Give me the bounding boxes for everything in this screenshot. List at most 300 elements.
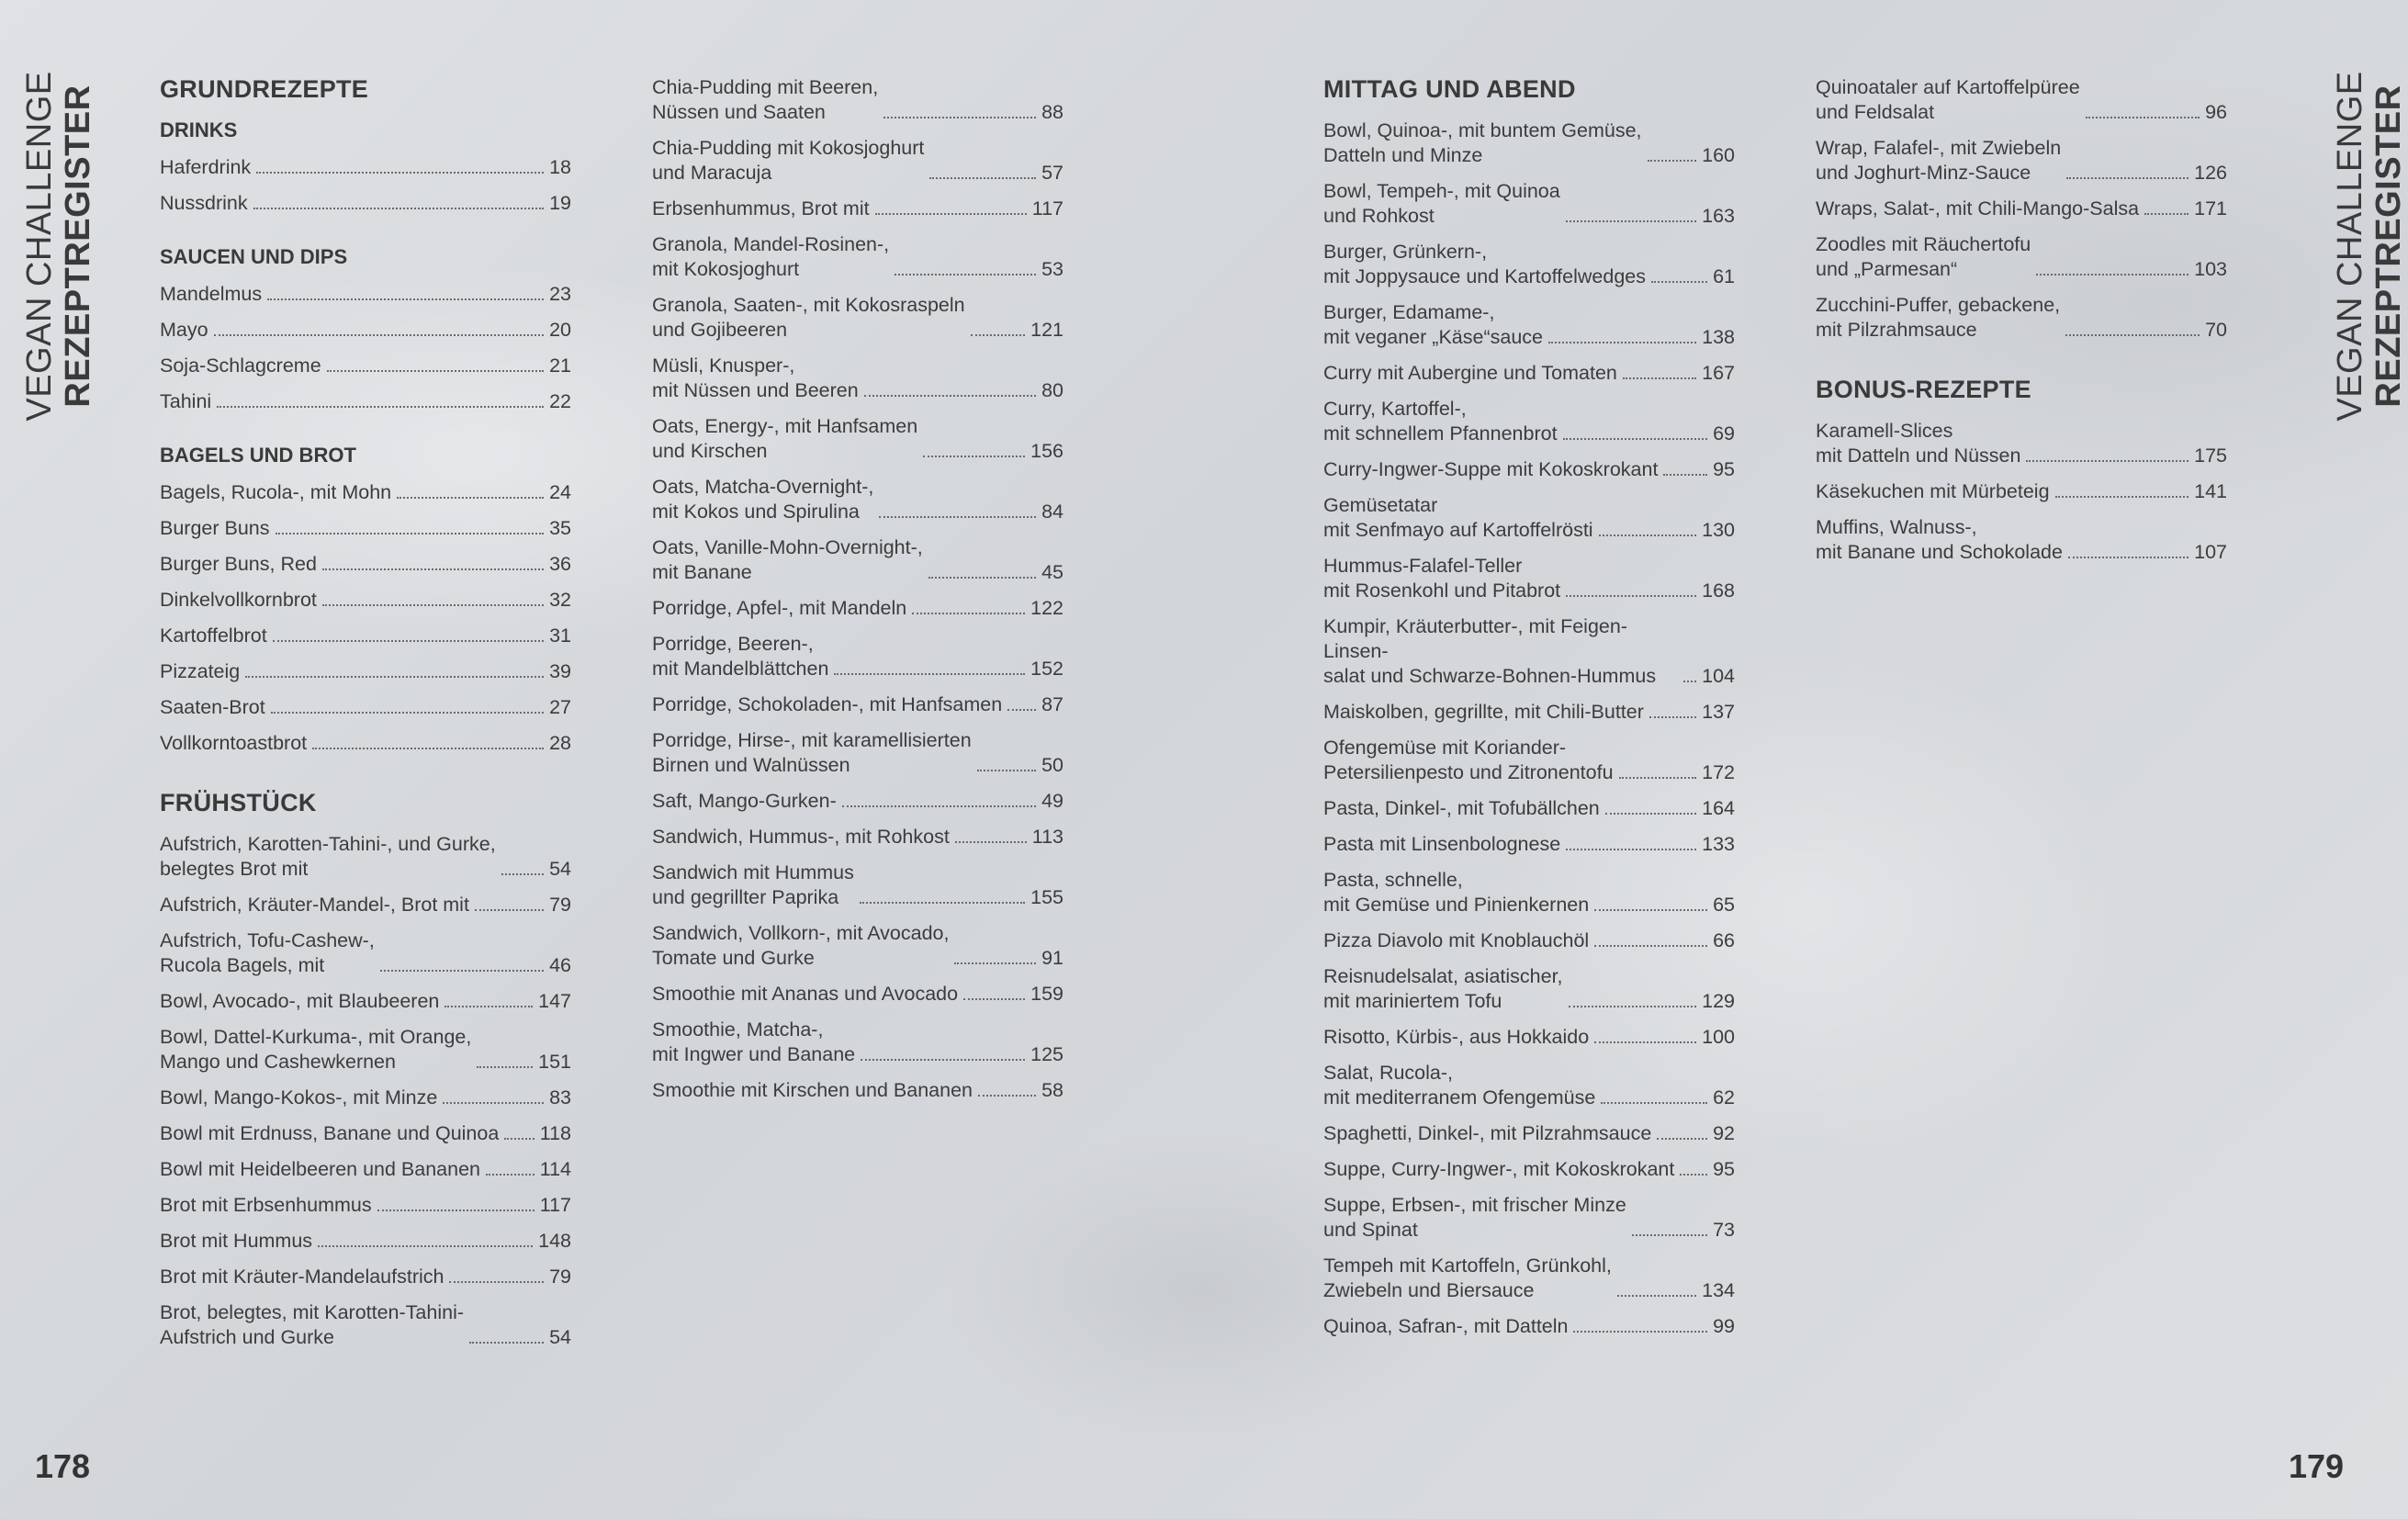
- entry-title-line: mit Joppysauce und Kartoffelwedges: [1323, 265, 1646, 287]
- entry-title: [160, 832, 496, 882]
- entry-page-number: 171: [2194, 197, 2227, 219]
- entry-title: [160, 659, 240, 684]
- entry-page-number: 84: [1041, 501, 1063, 523]
- entry-page-number: 95: [1713, 1158, 1735, 1180]
- entry-title-line: und Gojibeeren: [652, 319, 788, 341]
- entry-title-line: Pizzateig: [160, 660, 241, 682]
- entry-title-line: Datteln und Minze: [1323, 144, 1483, 166]
- entry-page-number: 32: [549, 589, 571, 611]
- entry-title: [1323, 1314, 1568, 1339]
- dot-leader: [312, 748, 544, 749]
- entry-page-number: 129: [1702, 990, 1735, 1012]
- entry-title: [160, 1121, 499, 1146]
- index-entry: [652, 136, 1063, 186]
- entry-title: [160, 731, 307, 756]
- entry-page-number: 125: [1030, 1043, 1063, 1065]
- dot-leader: [2068, 557, 2189, 558]
- index-entry: [160, 1025, 571, 1075]
- entry-page-number: 35: [549, 517, 571, 539]
- dot-leader: [1548, 342, 1696, 343]
- entry-title-line: Curry mit Aubergine und Tomaten: [1323, 362, 1617, 384]
- dot-leader: [1601, 1102, 1707, 1104]
- index-title: REZEPTREGISTER: [2369, 84, 2408, 408]
- entry-page-number: 92: [1713, 1122, 1735, 1144]
- entry-title-line: mit schnellem Pfannenbrot: [1323, 422, 1558, 444]
- entry-title-line: Burger Buns, Red: [160, 553, 317, 575]
- dot-leader: [256, 172, 544, 174]
- index-entry: [160, 282, 571, 307]
- index-entry: [1323, 361, 1735, 386]
- entry-title-line: Bowl, Avocado-, mit Blaubeeren: [160, 990, 440, 1012]
- page-number-left: 178: [35, 1447, 91, 1485]
- index-entry: [652, 75, 1063, 125]
- entry-page-number: 137: [1702, 701, 1735, 723]
- entry-page-number: 73: [1713, 1219, 1735, 1241]
- entry-title: [160, 1086, 437, 1110]
- entry-title-line: mit Senfmayo auf Kartoffelrösti: [1323, 519, 1593, 541]
- entry-page-number: 62: [1713, 1086, 1735, 1108]
- entry-title: [652, 475, 873, 524]
- entry-page-number: 69: [1713, 422, 1735, 444]
- entry-title-line: Rucola Bagels, mit: [160, 954, 325, 976]
- index-entry: [1323, 118, 1735, 168]
- entry-page-number: 133: [1702, 833, 1735, 855]
- entry-title: [160, 389, 211, 414]
- entry-title-line: mit mariniertem Tofu: [1323, 990, 1502, 1012]
- entry-page-number: 107: [2194, 541, 2227, 563]
- entry-title-line: Mandelmus: [160, 283, 263, 305]
- index-entry: [160, 695, 571, 720]
- entry-title-line: Tahini: [160, 390, 212, 412]
- index-entry: [1323, 1025, 1735, 1050]
- section-heading: MITTAG UND ABEND: [1323, 75, 1576, 103]
- entry-page-number: 147: [538, 990, 571, 1012]
- dot-leader: [397, 497, 544, 499]
- index-entry: [1323, 1061, 1735, 1110]
- entry-title-line: mit Datteln und Nüssen: [1816, 444, 2021, 467]
- entry-title: [1323, 300, 1543, 350]
- entry-page-number: 91: [1041, 947, 1063, 969]
- entry-title: [1816, 75, 2080, 125]
- entry-page-number: 54: [549, 1326, 571, 1348]
- entry-title: [1323, 736, 1614, 785]
- index-entry: [160, 480, 571, 505]
- entry-title: [1816, 197, 2139, 221]
- dot-leader: [2086, 117, 2200, 118]
- entry-title-line: Saaten-Brot: [160, 696, 265, 718]
- index-entry: [652, 692, 1063, 717]
- dot-leader: [1594, 909, 1707, 911]
- entry-title-line: mit Pilzrahmsauce: [1816, 319, 1977, 341]
- entry-page-number: 126: [2194, 162, 2227, 184]
- entry-title-line: Aufstrich, Kräuter-Mandel-, Brot mit: [160, 894, 469, 916]
- entry-title: [160, 282, 262, 307]
- entry-title: [160, 1300, 464, 1350]
- side-title-left: [20, 17, 97, 476]
- dot-leader: [955, 841, 1027, 843]
- dot-leader: [253, 208, 544, 209]
- entry-title-line: Quinoataler auf Kartoffelpüree: [1816, 76, 2080, 98]
- entry-title-line: Bowl, Mango-Kokos-, mit Minze: [160, 1086, 438, 1108]
- dot-leader: [318, 1245, 533, 1247]
- dot-leader: [1594, 945, 1707, 947]
- entry-title-line: mit Mandelblättchen: [652, 658, 829, 680]
- dot-leader: [963, 998, 1025, 1000]
- index-entry: [652, 1018, 1063, 1067]
- subsection-heading: DRINKS: [160, 118, 238, 141]
- entry-title: [1323, 868, 1589, 917]
- entry-title: [160, 480, 391, 505]
- index-subsection: [1816, 75, 2227, 343]
- entry-title-line: Bowl, Tempeh-, mit Quinoa: [1323, 180, 1560, 202]
- entry-title: [652, 354, 859, 403]
- dot-leader: [501, 873, 544, 875]
- dot-leader: [1594, 1041, 1696, 1043]
- entry-title-line: mit Banane: [652, 561, 752, 583]
- index-entry: [160, 989, 571, 1014]
- entry-page-number: 57: [1041, 162, 1063, 184]
- entry-page-number: 87: [1041, 693, 1063, 715]
- index-entry: [1323, 928, 1735, 953]
- entry-title-line: Aufstrich und Gurke: [160, 1326, 335, 1348]
- entry-title-line: Quinoa, Safran-, mit Datteln: [1323, 1315, 1569, 1337]
- entry-title: [1323, 1121, 1651, 1146]
- dot-leader: [217, 406, 544, 408]
- entry-page-number: 79: [549, 1266, 571, 1288]
- section-heading: GRUNDREZEPTE: [160, 75, 369, 103]
- entry-page-number: 152: [1030, 658, 1063, 680]
- dot-leader: [1632, 1234, 1707, 1236]
- entry-title-line: Kumpir, Kräuterbutter-, mit Feigen-Linsen-: [1323, 615, 1627, 662]
- page-number-right: 179: [2289, 1447, 2345, 1485]
- entry-title: [1323, 179, 1560, 229]
- entry-title-line: Ofengemüse mit Koriander-: [1323, 737, 1567, 759]
- entry-title: [1323, 118, 1642, 168]
- index-entry: [1323, 1157, 1735, 1182]
- entry-title-line: Brot mit Erbsenhummus: [160, 1194, 372, 1216]
- entry-page-number: 100: [1702, 1026, 1735, 1048]
- entry-title-line: Bowl, Dattel-Kurkuma-, mit Orange,: [160, 1026, 472, 1048]
- entry-title-line: Suppe, Erbsen-, mit frischer Minze: [1323, 1194, 1626, 1216]
- index-section: [1816, 75, 2227, 343]
- dot-leader: [834, 673, 1025, 675]
- entry-title-line: Zoodles mit Räuchertofu: [1816, 233, 2031, 255]
- dot-leader: [449, 1281, 544, 1283]
- entry-title: [1323, 361, 1617, 386]
- index-entry: [160, 516, 571, 541]
- dot-leader: [327, 370, 544, 372]
- subsection-heading: SAUCEN UND DIPS: [160, 245, 348, 268]
- index-entry: [160, 191, 571, 216]
- index-entry: [160, 354, 571, 378]
- entry-title: [160, 588, 317, 613]
- entry-title: [1816, 419, 2020, 468]
- dot-leader: [883, 117, 1036, 118]
- entry-title: [160, 516, 270, 541]
- index-entry: [160, 1300, 571, 1350]
- entry-title-line: Soja-Schlagcreme: [160, 354, 321, 377]
- index-column-4: [1816, 75, 2227, 598]
- index-entry: [160, 1229, 571, 1254]
- entry-title: [1323, 1157, 1674, 1182]
- dot-leader: [245, 676, 544, 678]
- dot-leader: [1605, 813, 1696, 815]
- dot-leader: [860, 902, 1025, 904]
- entry-title-line: Porridge, Schokoladen-, mit Hanfsamen: [652, 693, 1003, 715]
- dot-leader: [271, 712, 544, 714]
- dot-leader: [322, 604, 544, 606]
- dot-leader: [929, 177, 1036, 179]
- entry-page-number: 155: [1030, 886, 1063, 908]
- entry-page-number: 117: [1031, 197, 1063, 219]
- entry-title: [652, 1078, 973, 1103]
- section-heading: FRÜHSTÜCK: [160, 789, 317, 816]
- entry-title-line: Vollkorntoastbrot: [160, 732, 308, 754]
- index-entry: [1323, 493, 1735, 543]
- entry-page-number: 141: [2194, 480, 2227, 502]
- entry-title: [652, 75, 878, 125]
- subsection-heading: BAGELS UND BROT: [160, 444, 356, 467]
- dot-leader: [443, 1102, 544, 1104]
- entry-title: [1323, 1193, 1626, 1243]
- index-entry: [1323, 832, 1735, 857]
- entry-title: [652, 825, 950, 850]
- dot-leader: [276, 533, 545, 534]
- index-subsection: [160, 444, 571, 756]
- entry-title-line: Haferdrink: [160, 156, 252, 178]
- entry-title-line: Brot mit Kräuter-Mandelaufstrich: [160, 1266, 444, 1288]
- dot-leader: [1663, 474, 1707, 476]
- dot-leader: [861, 1059, 1025, 1061]
- entry-title: [1323, 614, 1678, 689]
- entry-title: [160, 1157, 480, 1182]
- entry-title-line: mit Banane und Schokolade: [1816, 541, 2063, 563]
- entry-page-number: 61: [1713, 265, 1735, 287]
- index-entry: [1323, 614, 1735, 689]
- entry-title-line: Wraps, Salat-, mit Chili-Mango-Salsa: [1816, 197, 2140, 219]
- dot-leader: [2144, 213, 2189, 215]
- entry-title-line: mit Kokos und Spirulina: [652, 501, 860, 523]
- index-entry: [160, 1265, 571, 1289]
- dot-leader: [469, 1342, 544, 1344]
- dot-leader: [1617, 1295, 1696, 1297]
- entry-page-number: 39: [549, 660, 571, 682]
- index-entry: [1816, 197, 2227, 221]
- entry-page-number: 163: [1702, 205, 1735, 227]
- entry-page-number: 113: [1031, 826, 1063, 848]
- dot-leader: [1680, 1174, 1707, 1176]
- entry-title-line: Smoothie, Matcha-,: [652, 1018, 824, 1041]
- entry-page-number: 103: [2194, 258, 2227, 280]
- dot-leader: [475, 909, 544, 911]
- entry-page-number: 175: [2194, 444, 2227, 467]
- entry-title: [1323, 457, 1658, 482]
- index-entry: [160, 155, 571, 180]
- index-entry: [1323, 1254, 1735, 1303]
- entry-title-line: Karamell-Slices: [1816, 420, 1953, 442]
- dot-leader: [864, 395, 1036, 397]
- dot-leader: [504, 1138, 534, 1140]
- dot-leader: [928, 577, 1036, 579]
- entry-title: [652, 789, 837, 814]
- index-entry: [160, 928, 571, 978]
- entry-title: [160, 989, 439, 1014]
- index-title: REZEPTREGISTER: [59, 84, 97, 408]
- dot-leader: [2036, 274, 2189, 276]
- entry-title-line: Brot, belegtes, mit Karotten-Tahini-: [160, 1301, 465, 1323]
- entry-title-line: Pasta, schnelle,: [1323, 869, 1463, 891]
- index-subsection: [160, 118, 571, 216]
- dot-leader: [895, 274, 1036, 276]
- index-entry: [652, 982, 1063, 1007]
- entry-page-number: 46: [549, 954, 571, 976]
- entry-page-number: 80: [1041, 379, 1063, 401]
- entry-title: [160, 318, 208, 343]
- entry-page-number: 53: [1041, 258, 1063, 280]
- index-entry: [652, 632, 1063, 681]
- dot-leader: [477, 1066, 533, 1068]
- entry-title-line: Bagels, Rucola-, mit Mohn: [160, 481, 392, 503]
- entry-page-number: 70: [2205, 319, 2227, 341]
- entry-title-line: Granola, Saaten-, mit Kokosraspeln: [652, 294, 965, 316]
- entry-title-line: Sandwich mit Hummus: [652, 861, 854, 883]
- entry-title: [652, 982, 958, 1007]
- entry-title: [1323, 240, 1646, 289]
- entry-title-line: Curry-Ingwer-Suppe mit Kokoskrokant: [1323, 458, 1659, 480]
- entry-title-line: Oats, Energy-, mit Hanfsamen: [652, 415, 918, 437]
- dot-leader: [912, 613, 1025, 614]
- index-subsection: [1323, 118, 1735, 1339]
- entry-title: [1323, 1025, 1589, 1050]
- index-entry: [652, 825, 1063, 850]
- index-entry: [652, 354, 1063, 403]
- entry-title-line: Saft, Mango-Gurken-: [652, 790, 837, 812]
- entry-title-line: Birnen und Walnüssen: [652, 754, 850, 776]
- index-entry: [1323, 796, 1735, 821]
- entry-title: [160, 155, 251, 180]
- index-entry: [1323, 240, 1735, 289]
- entry-page-number: 104: [1702, 665, 1735, 687]
- entry-title: [652, 535, 923, 585]
- entry-title: [652, 632, 828, 681]
- entry-title: [1323, 832, 1560, 857]
- entry-title: [1816, 293, 2060, 343]
- entry-title-line: Zwiebeln und Biersauce: [1323, 1279, 1535, 1301]
- side-title-right: [2331, 17, 2408, 476]
- entry-title-line: mit Rosenkohl und Pitabrot: [1323, 579, 1561, 602]
- index-entry: [1323, 397, 1735, 446]
- entry-title: [160, 191, 248, 216]
- dot-leader: [1648, 160, 1697, 162]
- entry-title: [652, 414, 917, 464]
- index-entry: [1323, 179, 1735, 229]
- entry-title-line: Tomate und Gurke: [652, 947, 815, 969]
- index-entry: [160, 1193, 571, 1218]
- entry-title-line: Dinkelvollkornbrot: [160, 589, 317, 611]
- entry-title-line: Porridge, Apfel-, mit Mandeln: [652, 597, 907, 619]
- entry-page-number: 138: [1702, 326, 1735, 348]
- entry-page-number: 20: [549, 319, 571, 341]
- dot-leader: [1566, 849, 1696, 850]
- entry-page-number: 79: [549, 894, 571, 916]
- index-column-1: [160, 75, 571, 1383]
- entry-title: [160, 1193, 372, 1218]
- index-entry: [1323, 554, 1735, 603]
- index-entry: [160, 552, 571, 577]
- index-entry: [160, 659, 571, 684]
- entry-title-line: Zucchini-Puffer, gebackene,: [1816, 294, 2061, 316]
- entry-title: [652, 232, 889, 282]
- entry-title-line: Petersilienpesto und Zitronentofu: [1323, 761, 1614, 783]
- entry-page-number: 18: [549, 156, 571, 178]
- index-entry: [160, 731, 571, 756]
- index-entry: [1816, 515, 2227, 565]
- entry-page-number: 27: [549, 696, 571, 718]
- entry-title: [160, 1025, 471, 1075]
- entry-page-number: 21: [549, 354, 571, 377]
- entry-title: [1816, 136, 2061, 186]
- dot-leader: [1657, 1138, 1707, 1140]
- index-entry: [652, 789, 1063, 814]
- entry-title-line: und Joghurt-Minz-Sauce: [1816, 162, 2031, 184]
- index-entry: [652, 232, 1063, 282]
- entry-page-number: 50: [1041, 754, 1063, 776]
- index-subsection: [652, 75, 1063, 1103]
- entry-title-line: Bowl mit Erdnuss, Banane und Quinoa: [160, 1122, 500, 1144]
- entry-page-number: 121: [1030, 319, 1063, 341]
- entry-title-line: Aufstrich, Karotten-Tahini-, und Gurke,: [160, 833, 496, 855]
- entry-title-line: und Rohkost: [1323, 205, 1435, 227]
- dot-leader: [879, 516, 1036, 518]
- index-entry: [160, 318, 571, 343]
- entry-title-line: Chia-Pudding mit Beeren,: [652, 76, 879, 98]
- index-entry: [160, 1121, 571, 1146]
- entry-title-line: salat und Schwarze-Bohnen-Hummus: [1323, 665, 1657, 687]
- dot-leader: [842, 805, 1036, 807]
- entry-title-line: Aufstrich, Tofu-Cashew-,: [160, 929, 375, 951]
- entry-title-line: Porridge, Hirse-, mit karamellisierten: [652, 729, 972, 751]
- index-entry: [1816, 293, 2227, 343]
- dot-leader: [1599, 534, 1697, 536]
- entry-title: [1323, 796, 1600, 821]
- entry-page-number: 31: [549, 624, 571, 647]
- index-entry: [652, 728, 1063, 778]
- dot-leader: [273, 640, 544, 642]
- dot-leader: [977, 770, 1036, 771]
- entry-title-line: Granola, Mandel-Rosinen-,: [652, 233, 890, 255]
- index-section: [160, 75, 571, 756]
- book-title: VEGAN CHALLENGE: [2331, 71, 2369, 422]
- dot-leader: [1563, 438, 1708, 440]
- entry-page-number: 148: [538, 1230, 571, 1252]
- dot-leader: [971, 334, 1026, 336]
- entry-page-number: 96: [2205, 101, 2227, 123]
- entry-title-line: und Feldsalat: [1816, 101, 1935, 123]
- entry-title-line: Gemüsetatar: [1323, 494, 1438, 516]
- index-subsection: [160, 245, 571, 414]
- entry-page-number: 167: [1702, 362, 1735, 384]
- dot-leader: [2055, 496, 2189, 498]
- entry-page-number: 122: [1030, 597, 1063, 619]
- entry-title-line: Smoothie mit Kirschen und Bananen: [652, 1079, 973, 1101]
- entry-page-number: 66: [1713, 929, 1735, 951]
- entry-title-line: und gegrillter Paprika: [652, 886, 839, 908]
- entry-title-line: mit Gemüse und Pinienkernen: [1323, 894, 1590, 916]
- index-entry: [1323, 964, 1735, 1014]
- entry-title: [1816, 479, 2050, 504]
- entry-page-number: 134: [1702, 1279, 1735, 1301]
- index-subsection: [1816, 419, 2227, 565]
